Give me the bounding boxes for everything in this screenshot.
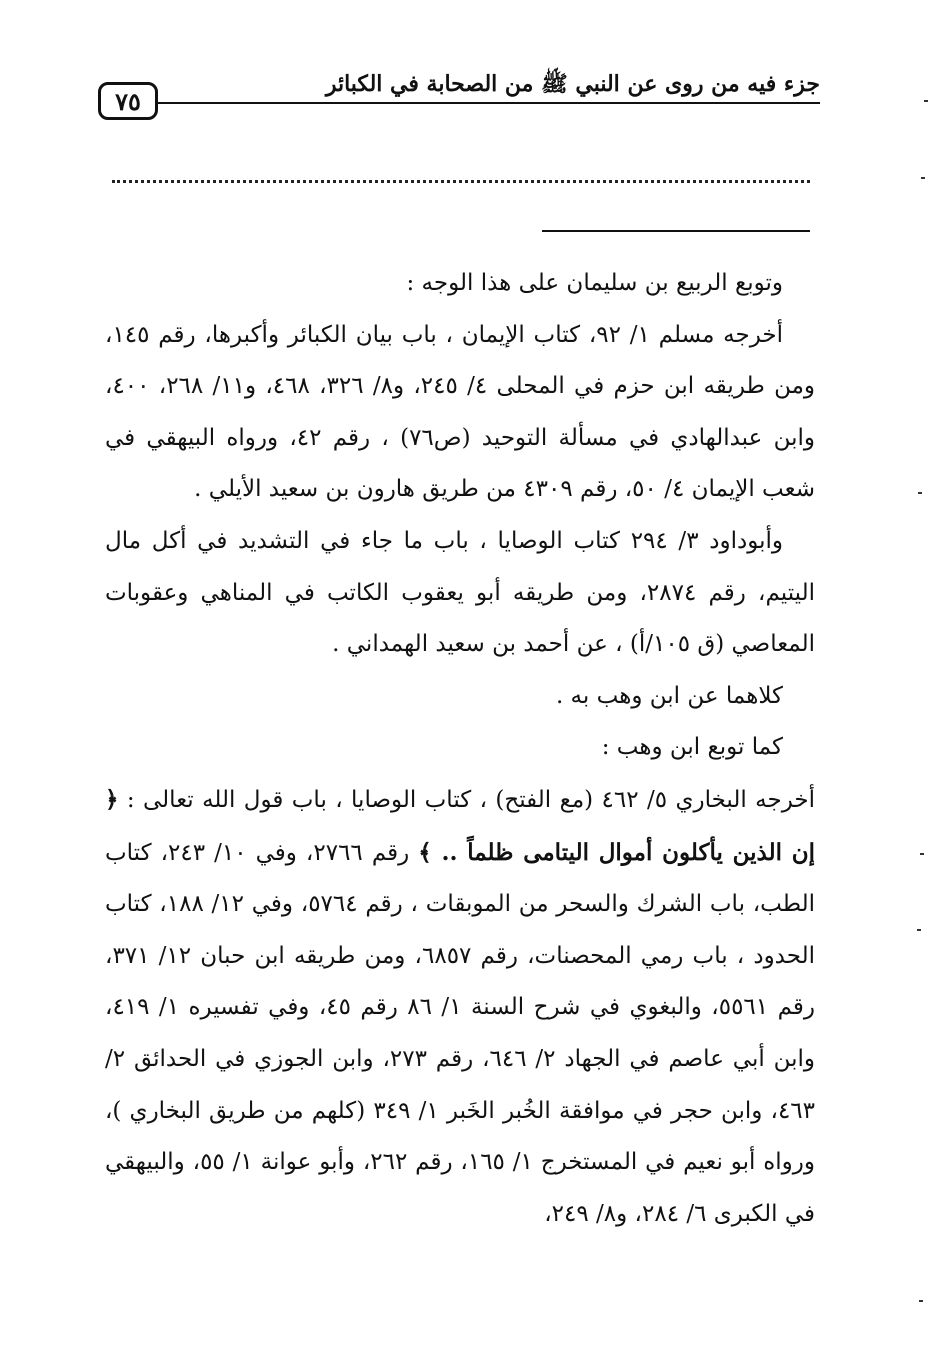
margin-mark xyxy=(917,929,921,931)
running-header xyxy=(98,62,820,120)
margin-mark xyxy=(924,100,928,102)
main-text xyxy=(105,258,815,1240)
dotted-divider xyxy=(112,180,810,183)
paragraph-abu-dawud: وأبوداود ٣/ ٢٩٤ كتاب الوصايا ، باب ما جاء في التشديد في أكل مال اليتيم، رقم ٢٨٧٤، ومن طريقه أبو يعقوب الكاتب في المناهي وعقوبات المعاصي (ق ١٠٥/أ) ، عن أحمد بن سعيد الهمداني . xyxy=(105,527,815,658)
header-rule xyxy=(158,102,820,104)
bukhari-text-after: رقم ٢٧٦٦، وفي ١٠/ ٢٤٣، كتاب الطب، باب الشرك والسحر من الموبقات ، رقم ٥٧٦٤، وفي ١٢/ ١٨٨، كتاب الحدود ، باب رمي المحصنات، رقم ٦٨٥٧، ومن طريقه ابن حبان ١٢/ ٣٧١، رقم ٥٥٦١، والبغوي في شرح السنة ١/ ٨٦ رقم ٤٥، وفي تفسيره ١/ ٤١٩، وابن أبي عاصم في الجهاد ٢/ ٦٤٦، رقم ٢٧٣، وابن الجوزي في الحدائق ٢/ ٤٦٣، وابن حجر في موافقة الخُبر الخَبر ١/ ٣٤٩ (كلهم من طريق البخاري )، ورواه أبو نعيم في المستخرج ١/ ١٦٥، رقم ٢٦٢، وأبو عوانة ١/ ٥٥، والبيهقي في الكبرى ٦/ ٢٨٤، و٨/ ٢٤٩، xyxy=(105,839,816,1227)
header-title: جزء فيه من روى عن النبي ﷺ من الصحابة في الكبائر xyxy=(325,71,820,97)
footnote-separator xyxy=(542,230,810,232)
bukhari-text-before: أخرجه البخاري ٥/ ٤٦٢ (مع الفتح) ، كتاب الوصايا ، باب قول الله تعالى : xyxy=(118,786,816,813)
paragraph-kama-tubia: كما توبع ابن وهب : xyxy=(601,734,783,761)
margin-mark xyxy=(918,492,922,494)
margin-mark xyxy=(920,853,924,855)
paragraph-bukhari xyxy=(105,774,815,1240)
paragraph-kilahuma: كلاهما عن ابن وهب به . xyxy=(555,682,783,709)
margin-mark xyxy=(919,1300,923,1302)
paragraph-tawbi-rabi: وتوبع الربيع بن سليمان على هذا الوجه : xyxy=(406,270,783,296)
page-number: ٧٥ xyxy=(98,82,158,120)
paragraph-muslim: أخرجه مسلم ١/ ٩٢، كتاب الإيمان ، باب بيان الكبائر وأكبرها، رقم ١٤٥، ومن طريقه ابن حزم في المحلى ٤/ ٢٤٥، و٨/ ٣٢٦، ٤٦٨، و١١/ ٢٦٨، ٤٠٠، وابن عبدالهادي في مسألة التوحيد (ص٧٦) ، رقم ٤٢، ورواه البيهقي في شعب الإيمان ٤/ ٥٠، رقم ٤٣٠٩ من طريق هارون بن سعيد الأيلي . xyxy=(105,321,816,503)
margin-mark xyxy=(921,177,925,179)
quran-verse: ﴿ إن الذين يأكلون أموال اليتامى ظلماً .. ﴾ xyxy=(105,785,815,866)
